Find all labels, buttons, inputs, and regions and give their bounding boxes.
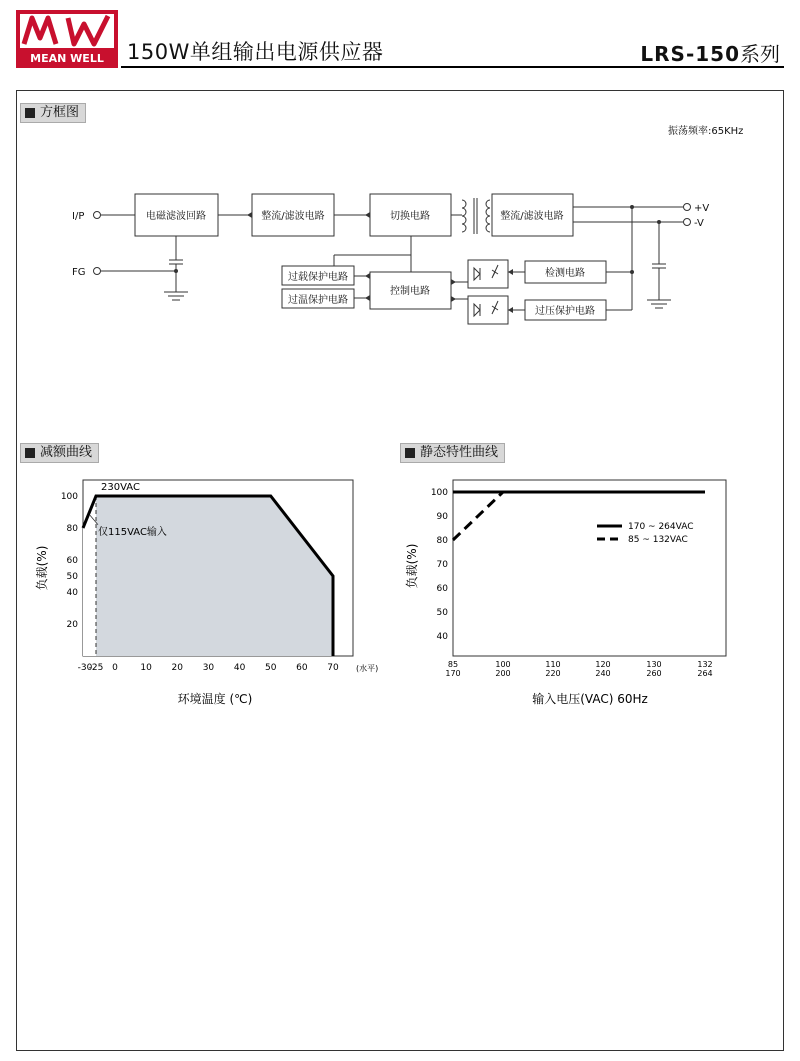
x-tick-label: 70 <box>327 663 339 673</box>
rectifier-2-label: 整流/滤波电路 <box>500 211 564 222</box>
square-bullet-icon <box>405 448 415 458</box>
y-axis-label: 负载(%) <box>35 545 49 591</box>
x-tick-label-top: 85 <box>447 660 459 669</box>
switching-label: 切换电路 <box>390 211 430 222</box>
minus-v-terminal-icon <box>684 219 691 226</box>
logo-text: MEAN WELL <box>30 52 104 65</box>
plot-frame <box>453 480 726 656</box>
y-tick-label: 50 <box>66 572 78 582</box>
y-tick-label: 40 <box>436 632 448 642</box>
olp-label: 过载保护电路 <box>288 272 348 283</box>
y-tick-label: 70 <box>436 560 448 570</box>
x-tick-label-top: 120 <box>595 660 611 669</box>
ip-terminal-icon <box>94 212 101 219</box>
x-axis-label: 输入电压(VAC) 60Hz <box>532 692 648 706</box>
x-tick-label-bottom: 220 <box>545 669 561 678</box>
x-tick-label-top: 100 <box>495 660 511 669</box>
x-tick-label: 0 <box>112 663 118 673</box>
otp-label: 过温保护电路 <box>288 295 348 306</box>
section-static <box>400 443 505 463</box>
frequency-note: 振荡频率:65KHz <box>668 126 744 137</box>
x-axis-suffix: (水平) <box>356 664 379 673</box>
x-tick-label: -30 <box>77 663 93 673</box>
fg-terminal-icon <box>94 268 101 275</box>
static-chart <box>400 470 780 720</box>
section-derating <box>20 443 99 463</box>
control-label: 控制电路 <box>390 286 430 297</box>
y-tick-label: 80 <box>436 536 448 546</box>
ovp-label: 过压保护电路 <box>535 306 595 317</box>
y-tick-label: 90 <box>436 512 448 522</box>
page-title: 150W单组输出电源供应器 <box>127 40 384 64</box>
y-tick-label: 80 <box>66 524 78 534</box>
transformer-icon <box>462 198 490 234</box>
x-tick-label: 60 <box>296 663 308 673</box>
derating-chart <box>20 470 390 720</box>
x-tick-label: 20 <box>171 663 184 673</box>
x-tick-label-bottom: 170 <box>445 669 461 678</box>
x-tick-label: -25 <box>88 663 104 673</box>
series-suffix: 系列 <box>740 42 780 66</box>
section-label: 方框图 <box>40 105 80 120</box>
detect-label: 检测电路 <box>545 268 585 279</box>
junction-dot-icon <box>630 205 634 209</box>
junction-dot-icon <box>657 220 661 224</box>
rectifier-1-label: 整流/滤波电路 <box>261 211 325 222</box>
block-diagram <box>0 0 800 440</box>
x-tick-label: 50 <box>264 663 277 673</box>
junction-dot-icon <box>174 269 178 273</box>
plus-v-label: +V <box>694 203 710 214</box>
minus-v-label: -V <box>694 218 704 229</box>
y-tick-label: 100 <box>430 488 448 498</box>
square-bullet-icon <box>25 448 35 458</box>
x-tick-label-top: 110 <box>545 660 561 669</box>
x-tick-label-top: 132 <box>697 660 713 669</box>
x-tick-label-bottom: 240 <box>595 669 611 678</box>
legend-label: 85 ~ 132VAC <box>628 535 688 545</box>
ip-label: I/P <box>72 211 85 222</box>
x-tick-label: 30 <box>202 663 215 673</box>
model-number: LRS-150 <box>640 42 740 66</box>
x-tick-label: 40 <box>233 663 246 673</box>
junction-dot-icon <box>630 270 634 274</box>
y-tick-label: 20 <box>66 620 78 630</box>
y-tick-label: 60 <box>436 584 448 594</box>
x-tick-label: 10 <box>140 663 152 673</box>
annotation-115vac: 仅115VAC输入 <box>98 527 167 538</box>
section-label: 减额曲线 <box>40 445 93 460</box>
y-tick-label: 40 <box>66 588 78 598</box>
x-tick-label-top: 130 <box>646 660 662 669</box>
section-label: 静态特性曲线 <box>420 445 499 460</box>
x-tick-label-bottom: 200 <box>495 669 511 678</box>
y-tick-label: 50 <box>436 608 448 618</box>
x-tick-label-bottom: 264 <box>697 669 713 678</box>
legend-label: 170 ~ 264VAC <box>628 522 694 532</box>
fg-label: FG <box>72 267 86 278</box>
y-axis-label: 负载(%) <box>405 543 419 589</box>
emi-filter-label: 电磁滤波回路 <box>146 211 206 222</box>
annotation-230vac: 230VAC <box>101 482 140 493</box>
y-tick-label: 60 <box>66 556 78 566</box>
x-axis-label: 环境温度 (℃) <box>177 692 253 706</box>
plus-v-terminal-icon <box>684 204 691 211</box>
x-tick-label-bottom: 260 <box>646 669 662 678</box>
y-tick-label: 100 <box>60 492 78 502</box>
